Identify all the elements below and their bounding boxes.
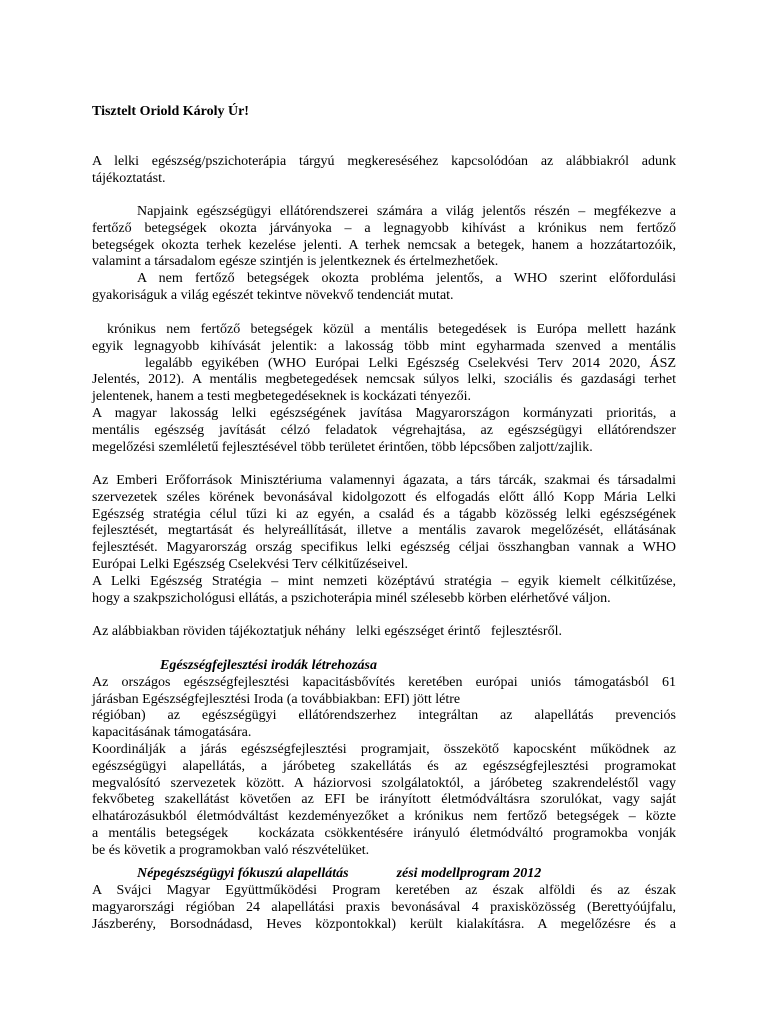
text-line: elhatározásukból életmódváltást kezdeményezőket a krónikus nem fertőző betegségek – közte xyxy=(92,809,676,825)
text-line: régióban) az egészségügyi ellátórendszerhez integráltan az alapellátás prevenciós xyxy=(92,708,676,724)
paragraph-strategy-goal xyxy=(92,574,676,608)
paragraph-government-priority xyxy=(92,406,676,456)
paragraph-efi-offices xyxy=(92,675,676,742)
text-line: Napjaink egészségügyi ellátórendszerei számára a világ jelentős részén – megfékezve a xyxy=(137,204,676,219)
text-line: fekvőbeteg szakellátást követően az EFI be irányított életmódváltásra szorulókat, vagy saját xyxy=(92,792,676,808)
paragraph-efi-coordination xyxy=(92,742,676,860)
section-heading-part: zési modellprogram 2012 xyxy=(396,866,542,881)
text-line: megelőzési szemléletű fejlesztésével több területet érintően, több lépcsőben zaljott/zajlik. xyxy=(92,439,593,455)
text-line: megvalósító szervezetek között. A háziorvosi szolgálatoktól, a járóbeteg szakrendeléstől vagy xyxy=(92,775,676,791)
text-line: magyarországi régióban 24 alapellátási praxis bevonásával 4 praxisközösség (Berettyóújfalu, xyxy=(92,899,676,915)
text-line: be és követik a programokban való részvételüket. xyxy=(92,842,370,858)
text-line: fejlesztését, megtartását és helyreállítását, illetve a mentális zavarok megelőzését, ellátásának xyxy=(92,523,676,539)
text-line: Koordinálják a járás egészségfejlesztési programjait, összekötő kapocsként működnek az xyxy=(92,742,676,757)
text-line: betegségek okozta terhek kezelése jelenti. A terhek nemcsak a betegek, hanem a hozzátartozóik, xyxy=(92,237,676,253)
paragraph-overview xyxy=(92,624,676,641)
text-line: egészségügyi alapellátás, a járóbeteg szakellátás és az egészségfejlesztési programokat xyxy=(92,758,676,774)
text-line: hogy a szakpszichológusi ellátás, a pszichoterápia minél szélesebb körben elérhetővé váljon. xyxy=(92,590,611,606)
text-line: Jelentés, 2012). A mentális megbetegedések nemcsak súlyos lelki, szociális és gazdasági terhet xyxy=(92,372,676,388)
paragraph-strategy xyxy=(92,473,676,574)
section-heading xyxy=(92,866,676,883)
text-line: Az Emberi Erőforrások Minisztériuma valamennyi ágazata, a társ tárcák, szakmai és társadalmi xyxy=(92,473,676,488)
paragraph-who-trend xyxy=(92,271,676,305)
salutation-block xyxy=(92,104,676,121)
text-line: valamint a társadalom egésze szintjén is jelentkeznek és értelmezhetőek. xyxy=(92,254,499,270)
text-line: legalább egyikében (WHO Európai Lelki Egészség Cselekvési Terv 2014 2020, ÁSZ xyxy=(145,355,676,371)
text-line: fertőző betegségek okozta járványoka – a legnagyobb kihívást a krónikus nem fertőző xyxy=(92,220,676,236)
text-line: A Svájci Magyar Együttműködési Program keretében az észak alföldi és az észak xyxy=(92,883,676,898)
text-line: Az országos egészségfejlesztési kapacitásbővítés keretében európai uniós támogatásból 61 xyxy=(92,674,676,690)
text-line: A Lelki Egészség Stratégia – mint nemzeti középtávú stratégia – egyik kiemelt célkitűzése, xyxy=(92,574,676,589)
paragraph-mental-illness xyxy=(92,322,676,406)
paragraph-healthcare-challenges xyxy=(92,204,676,271)
text-line: szervezetek széles körének bevonásával kidolgozott és elfogadás előtt álló Kopp Mária Lelki xyxy=(92,489,676,505)
section-heading-block xyxy=(92,866,676,883)
text-line: egyik legnagyobb kihívását jelentik: a lakosság több mint egyharmada szenved a mentális xyxy=(92,338,676,354)
text-line: Egészség stratégia célul tűzi ki az egyén, a család és a tágabb közösség lelki egészségének xyxy=(92,506,676,522)
paragraph-intro xyxy=(92,154,676,188)
text-line: a mentális betegségek kockázata csökkentésére irányuló életmódváltó programokba vonják xyxy=(92,825,676,841)
text-line: A magyar lakosság lelki egészségének javítása Magyarországon kormányzati prioritás, a xyxy=(92,406,676,421)
text-line: gyakoriságuk a világ egészét tekintve növekvő tendenciát mutat. xyxy=(92,287,454,303)
text-line: fejlesztését. Magyarország ország specifikus lelki egészség céljai összhangban vannak a WHO xyxy=(92,540,676,556)
text-line: Európai Lelki Egészség Cselekvési Terv célkitűzéseivel. xyxy=(92,556,408,572)
text-line: Jászberény, Borsodnádasd, Heves központokkal) került kialakításra. A megelőzésre és a xyxy=(92,916,676,932)
salutation: Tisztelt Oriold Károly Úr! xyxy=(92,104,249,119)
text-line: járásban Egészségfejlesztési Iroda (a továbbiakban: EFI) jött létre xyxy=(92,691,461,707)
section-heading-block xyxy=(92,658,676,675)
text-line: A lelki egészség/pszichoterápia tárgyú megkereséséhez kapcsolódóan az alábbiakról adunk xyxy=(92,154,676,169)
text-line: krónikus nem fertőző betegségek közül a mentális betegedések is Európa mellett hazánk xyxy=(107,322,676,337)
paragraph-swiss-program xyxy=(92,883,676,933)
text-line: jelentenek, hanem a testi megbetegedéseknek is kockázati tényezői. xyxy=(92,389,472,405)
text-line: kapacitásának támogatására. xyxy=(92,725,252,741)
section-heading-part: Népegészségügyi fókuszú alapellátás xyxy=(137,866,349,881)
text-line: Az alábbiakban röviden tájékoztatjuk néhány lelki egészséget érintő fejlesztésről. xyxy=(92,624,562,639)
section-heading: Egészségfejlesztési irodák létrehozása xyxy=(160,658,377,673)
text-line: tájékoztatást. xyxy=(92,170,166,186)
text-line: mentális egészség javítását célzó feladatok végrehajtása, az egészségügyi ellátórendszer xyxy=(92,422,676,438)
text-line: A nem fertőző betegségek okozta probléma jelentős, a WHO szerint előfordulási xyxy=(137,271,676,287)
